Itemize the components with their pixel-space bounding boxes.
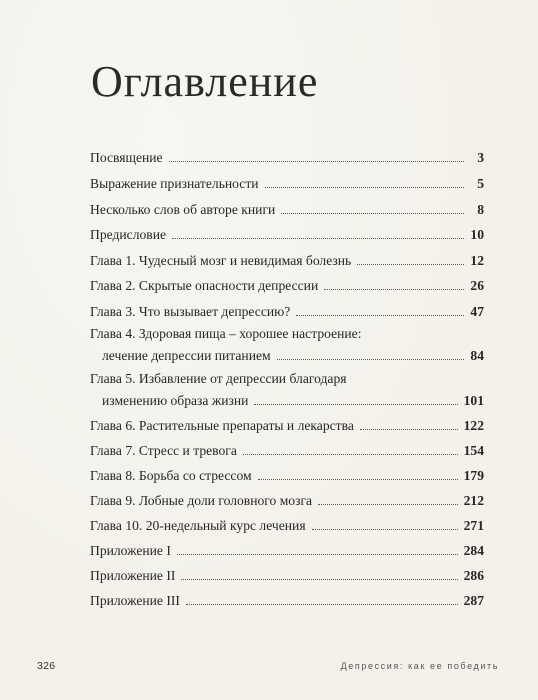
toc-dot-leader: [258, 478, 458, 480]
toc-entry: [90, 253, 484, 269]
footer-running-title: Депрессия: как ее победить: [340, 661, 499, 671]
toc-entry: [90, 518, 484, 534]
toc-page-number: 12: [470, 253, 484, 268]
toc-page-number: 284: [463, 543, 484, 558]
toc-entry: [90, 371, 484, 409]
toc-page-number: 286: [463, 568, 484, 583]
toc-page-number: 271: [463, 518, 484, 533]
toc-page-number: 287: [463, 593, 484, 608]
toc-entry: [90, 150, 484, 166]
toc-entry: [90, 443, 484, 459]
toc-dot-leader: [254, 403, 457, 405]
toc-entry: [90, 568, 484, 584]
toc-page-number: 3: [477, 150, 484, 165]
toc-dot-leader: [243, 453, 458, 455]
toc-entry: [90, 227, 484, 243]
toc-page-number: 47: [470, 304, 484, 319]
toc-page-number: 10: [470, 227, 484, 242]
toc-page-number: 26: [470, 278, 484, 293]
toc-dot-leader: [296, 314, 464, 316]
toc-dot-leader: [360, 428, 458, 430]
footer-page-number: 326: [37, 660, 56, 672]
toc-entry-title: Выражение признательности: [90, 176, 259, 191]
toc-entry-title: Глава 2. Скрытые опасности депрессии: [90, 278, 319, 293]
toc-entry: [90, 278, 484, 294]
toc-entry-title: Глава 8. Борьба со стрессом: [90, 468, 252, 483]
toc-entry-title-line1: Глава 4. Здоровая пища – хорошее настроение:: [90, 326, 362, 341]
toc-dot-leader: [177, 553, 458, 555]
toc-entry-title: лечение депрессии питанием: [102, 348, 271, 363]
toc-dot-leader: [181, 578, 457, 580]
toc-page-number: 84: [470, 348, 484, 363]
toc-dot-leader: [318, 503, 458, 505]
toc-entry: [90, 543, 484, 559]
toc-dot-leader: [265, 186, 464, 188]
page-title: Оглавление: [91, 57, 319, 106]
toc-dot-leader: [169, 160, 464, 162]
toc-entry-title: Глава 1. Чудесный мозг и невидимая болезнь: [90, 253, 352, 268]
toc-page-number: 122: [463, 418, 484, 433]
toc-dot-leader: [281, 212, 464, 214]
toc-page-number: 212: [463, 493, 484, 508]
toc-page-number: 8: [477, 202, 484, 217]
toc-entry-title: Глава 9. Лобные доли головного мозга: [90, 493, 313, 508]
toc-page-number: 179: [463, 468, 484, 483]
toc-dot-leader: [172, 237, 464, 239]
toc-entry-title: Несколько слов об авторе книги: [90, 202, 276, 217]
toc-entry-title: Глава 3. Что вызывает депрессию?: [90, 304, 291, 319]
toc-entry: [90, 493, 484, 509]
toc-page-number: 101: [463, 393, 484, 408]
toc-dot-leader: [186, 603, 458, 605]
toc-entry: [90, 202, 484, 218]
toc-entry: [90, 418, 484, 434]
toc-entry-title: Глава 6. Растительные препараты и лекарства: [90, 418, 354, 433]
toc-page-number: 5: [477, 176, 484, 191]
toc-entry-title: Посвящение: [90, 150, 163, 165]
toc-entry-title: Глава 7. Стресс и тревога: [90, 443, 237, 458]
toc-entry-title: Приложение III: [90, 593, 180, 608]
toc-entry: [90, 304, 484, 320]
toc-dot-leader: [312, 528, 458, 530]
toc-entry: [90, 326, 484, 364]
toc-entry: [90, 176, 484, 192]
toc-entry-title-line1: Глава 5. Избавление от депрессии благодаря: [90, 371, 347, 386]
toc-entry-title: Приложение II: [90, 568, 176, 583]
toc-entry-title: Приложение I: [90, 543, 171, 558]
toc-entry-title: Предисловие: [90, 227, 167, 242]
toc-dot-leader: [277, 358, 464, 360]
toc-entry-title: Глава 10. 20-недельный курс лечения: [90, 518, 306, 533]
toc-dot-leader: [324, 288, 464, 290]
toc-entry: [90, 468, 484, 484]
toc-entry: [90, 593, 484, 609]
toc-entry-title: изменению образа жизни: [102, 393, 249, 408]
toc-dot-leader: [357, 263, 464, 265]
toc-page-number: 154: [463, 443, 484, 458]
